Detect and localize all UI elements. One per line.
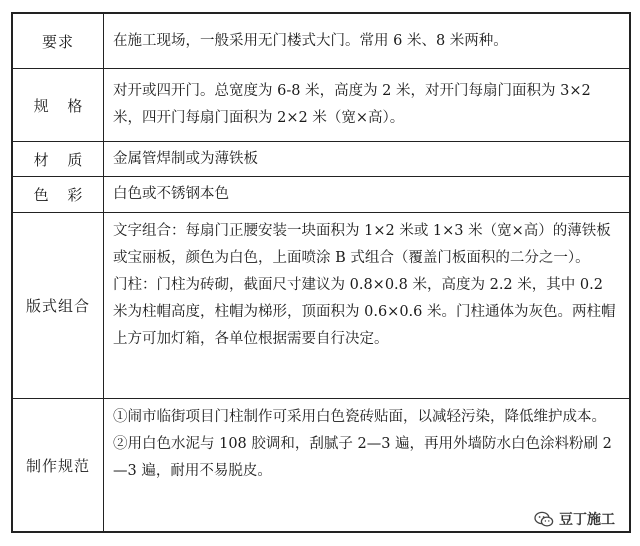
content-paragraph: 金属管焊制或为薄铁板 — [113, 150, 258, 167]
row-content-material — [104, 142, 629, 177]
row-content-specification — [104, 69, 629, 142]
row-label-material: 材 质 — [13, 142, 104, 177]
watermark — [531, 508, 618, 530]
content-paragraph: 文字组合：每扇门正腰安装一块面积为 1×2 米或 1×3 米（宽×高）的薄铁板或宝丽板，颜色为白色，上面喷涂 B 式组合（覆盖门板面积的二分之一）。 — [113, 223, 611, 266]
row-label-color: 色 彩 — [13, 177, 104, 213]
content-paragraph: 对开或四开门。总宽度为 6-8 米，高度为 2 米，对开门每扇门面积为 3×2 米，四开门每扇门面积为 2×2 米（宽×高）。 — [113, 83, 591, 126]
content-paragraph: 白色或不锈钢本色 — [113, 186, 229, 202]
row-content-requirement — [104, 14, 629, 69]
row-label-production-standard: 制作规范 — [13, 399, 104, 531]
wechat-icon — [534, 511, 554, 528]
row-content-layout-combination — [104, 213, 629, 399]
spec-table — [11, 12, 631, 533]
row-label-layout-combination: 版式组合 — [13, 213, 104, 399]
content-paragraph: 门柱：门柱为砖砌，截面尺寸建议为 0.8×0.8 米，高度为 2.2 米，其中 0.2 米为柱帽高度，柱帽为梯形，顶面积为 0.6×0.6 米。门柱通体为灰色。两柱帽上方可加灯箱，各单位根据需要自行决定。 — [113, 277, 616, 347]
row-label-requirement: 要求 — [13, 14, 104, 69]
content-paragraph: ②用白色水泥与 108 胶调和，刮腻子 2—3 遍，再用外墙防水白色涂料粉刷 2—3 遍，耐用不易脱皮。 — [113, 436, 612, 479]
content-paragraph: ①闹市临街项目门柱制作可采用白色瓷砖贴面，以减轻污染，降低维护成本。 — [113, 409, 606, 425]
watermark-text: 豆丁施工 — [559, 512, 615, 528]
content-paragraph: 在施工现场，一般采用无门楼式大门。常用 6 米、8 米两种。 — [113, 32, 508, 49]
row-label-specification: 规 格 — [13, 69, 104, 142]
row-content-color — [104, 177, 629, 213]
